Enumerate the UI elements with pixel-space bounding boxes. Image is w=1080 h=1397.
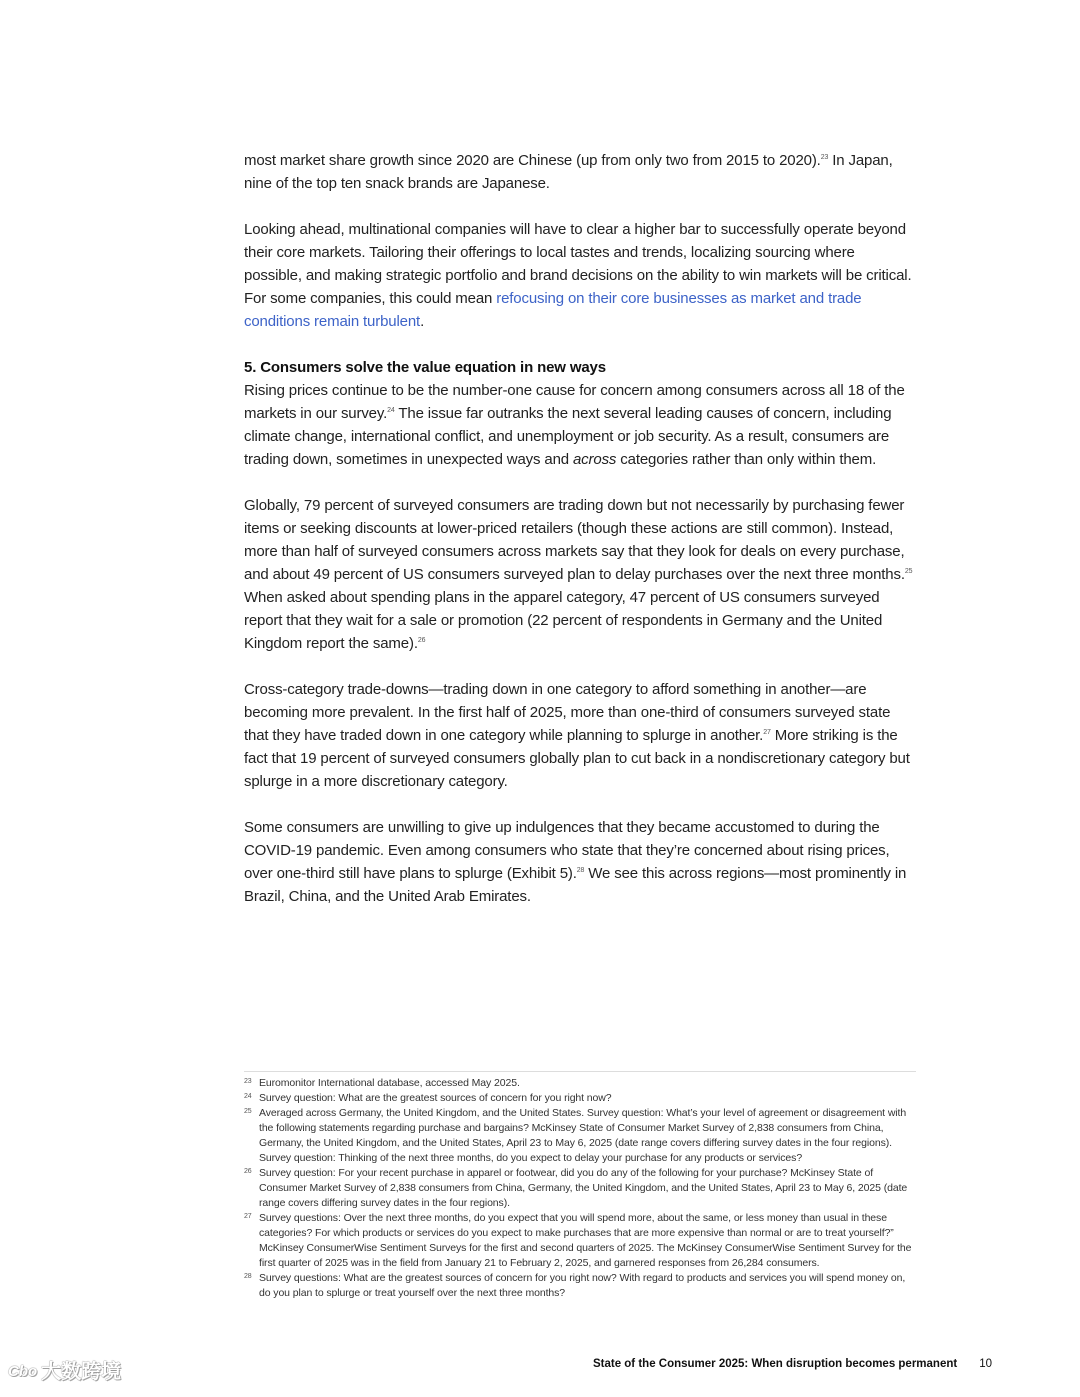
- section-5: [244, 356, 916, 471]
- footnote-text: Euromonitor International database, accessed May 2025.: [259, 1077, 520, 1089]
- footnote-item: [244, 1106, 916, 1166]
- paragraph-text: most market share growth since 2020 are Chinese (up from only two from 2015 to 2020).: [244, 152, 821, 169]
- paragraph-6: [244, 816, 916, 908]
- paragraph-text: The issue far outranks the next several leading causes of concern, including climate change, international conflict, and unemployment or job security. As a result, consumers are trading down, sometimes in unexpected ways and: [244, 405, 892, 468]
- paragraph-5: [244, 678, 916, 793]
- paragraph-text: Looking ahead, multinational companies will have to clear a higher bar to successfully operate beyond their core markets. Tailoring their offerings to local tastes and trends, localizing sourcing where possible, and making strategic portfolio and brand decisions on the ability to win markets will be critical. For some companies, this could mean: [244, 221, 912, 307]
- page-number: 10: [979, 1358, 992, 1370]
- paragraph-text: Rising prices continue to be the number-one cause for concern among consumers across all 18 of the markets in our survey.: [244, 382, 905, 422]
- paragraph-text: .: [420, 313, 425, 330]
- footnote-number: 28: [244, 1273, 252, 1280]
- watermark-logo-icon: Cbo: [8, 1363, 38, 1380]
- footnote-ref[interactable]: 26: [417, 637, 426, 644]
- footnote-number: 25: [244, 1108, 252, 1115]
- refocusing-link[interactable]: refocusing on their core businesses as market and trade conditions remain turbulent: [244, 290, 862, 330]
- paragraph-text: Some consumers are unwilling to give up indulgences that they became accustomed to during the COVID-19 pandemic. Even among consumers who state that they’re concerned about rising prices, over one-third still have plans to splurge (Exhibit 5).: [244, 819, 890, 882]
- footnote-text: Averaged across Germany, the United Kingdom, and the United States. Survey question: What’s your level of agreement or disagreement with the following statements regarding purchase and bargains? McKinsey State of Consumer Market Survey of 2,838 consumers from China, Germany, the United Kingdom, and the United States, April 23 to May 6, 2025 (date range covers differing survey dates in the four regions). Survey question: Thinking of the next three months, do you expect to delay your purchase for any products or services?: [259, 1107, 907, 1164]
- paragraph-text: In Japan, nine of the top ten snack brands are Japanese.: [244, 152, 893, 192]
- footnote-ref[interactable]: 24: [387, 407, 395, 414]
- footnote-text: Survey question: For your recent purchase in apparel or footwear, did you do any of the following for your purchase? McKinsey State of Consumer Market Survey of 2,838 consumers from China, Germany, the United Kingdom, and the United States, April 23 to May 6, 2025 (date range covers differing survey dates in the four regions).: [259, 1167, 908, 1209]
- footnote-divider: [244, 1071, 916, 1072]
- footnote-number: 27: [244, 1213, 252, 1220]
- footnote-item: [244, 1211, 916, 1271]
- paragraph-3: [244, 379, 916, 471]
- footnote-text: Survey question: What are the greatest sources of concern for you right now?: [259, 1092, 612, 1104]
- footnote-number: 24: [244, 1093, 252, 1100]
- footnote-item: [244, 1091, 916, 1106]
- footnote-text: Survey questions: Over the next three months, do you expect that you will spend more, about the same, or less money than usual in these categories? For which products or services do you expect to make purchases that are more expensive than normal or are to treat yourself?” McKinsey ConsumerWise Sentiment Surveys for the first and second quarters of 2025. The McKinsey ConsumerWise Sentiment Survey for the first quarter of 2025 was in the field from January 21 to February 2, 2025, and garnered responses from 26,284 consumers.: [259, 1212, 912, 1269]
- paragraph-2: [244, 218, 916, 333]
- footnote-ref[interactable]: 28: [576, 867, 585, 874]
- footnote-number: 23: [244, 1078, 252, 1085]
- report-title: State of the Consumer 2025: When disruption becomes permanent: [592, 1358, 958, 1370]
- footnote-ref[interactable]: 25: [904, 568, 913, 575]
- page-footer: [593, 1357, 992, 1372]
- paragraph-text: More striking is the fact that 19 percent of surveyed consumers globally plan to cut back in a nondiscretionary category but splurge in a more discretionary category.: [244, 727, 910, 790]
- paragraph-text: We see this across regions—most prominently in Brazil, China, and the United Arab Emirates.: [244, 865, 907, 905]
- footnote-text: Survey questions: What are the greatest sources of concern for you right now? With regard to products and services you will spend money on, do you plan to splurge or treat yourself over the next three months?: [259, 1272, 906, 1299]
- watermark-text: 大数跨境: [41, 1361, 122, 1383]
- paragraph-1: [244, 149, 916, 195]
- paragraph-4: [244, 494, 916, 655]
- footnote-number: 26: [244, 1168, 252, 1175]
- paragraph-text: Cross-category trade-downs—trading down in one category to afford something in another—are becoming more prevalent. In the first half of 2025, more than one-third of consumers surveyed state that they have traded down in one category while planning to splurge in another.: [244, 681, 891, 744]
- paragraph-text: Globally, 79 percent of surveyed consumers are trading down but not necessarily by purchasing fewer items or seeking discounts at lower-priced retailers (though these actions are still common). Instead, more than half of surveyed consumers across markets say that they look for deals on every purchase, and about 49 percent of US consumers surveyed plan to delay purchases over the next three months.: [244, 497, 905, 583]
- footnote-ref[interactable]: 27: [763, 729, 771, 736]
- paragraph-text: categories rather than only within them.: [616, 451, 877, 468]
- section-heading: 5. Consumers solve the value equation in new ways: [244, 359, 606, 376]
- paragraph-text: When asked about spending plans in the apparel category, 47 percent of US consumers surveyed report that they wait for a sale or promotion (22 percent of respondents in Germany and the United Kingdom report the same).: [244, 589, 883, 652]
- footnote-item: [244, 1166, 916, 1211]
- footnote-item: [244, 1271, 916, 1301]
- emphasis-text: across: [572, 451, 617, 468]
- watermark: [8, 1360, 121, 1384]
- footnotes: [244, 1076, 916, 1301]
- footnote-item: [244, 1076, 916, 1091]
- footnote-ref[interactable]: 23: [820, 154, 829, 161]
